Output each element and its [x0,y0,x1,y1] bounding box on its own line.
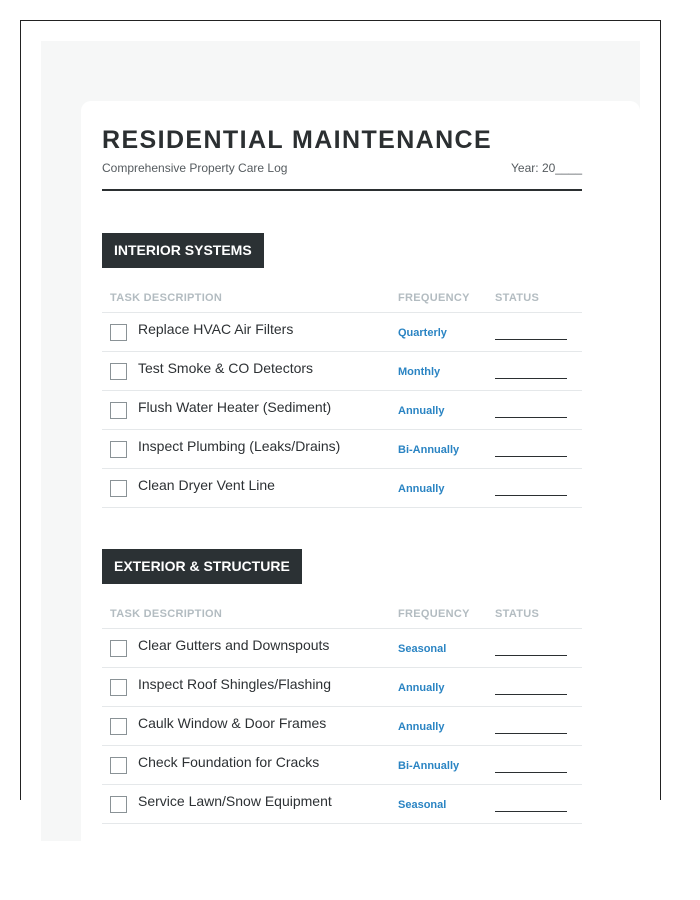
task-checkbox[interactable] [110,324,127,341]
table-row [102,629,582,668]
task-checkbox[interactable] [110,640,127,657]
document-content [102,125,582,824]
status-blank[interactable] [495,680,567,695]
task-description: Check Foundation for Cracks [138,754,320,770]
task-frequency: Quarterly [398,327,447,339]
task-frequency: Annually [398,721,445,733]
task-checkbox[interactable] [110,363,127,380]
task-description: Service Lawn/Snow Equipment [138,793,332,809]
task-description: Clear Gutters and Downspouts [138,637,330,653]
task-frequency: Annually [398,682,445,694]
table-row [102,391,582,430]
task-checkbox[interactable] [110,718,127,735]
task-checkbox[interactable] [110,796,127,813]
table-row [102,707,582,746]
column-header-status: STATUS [487,290,582,313]
status-blank[interactable] [495,719,567,734]
table-row [102,469,582,508]
status-blank[interactable] [495,481,567,496]
status-blank[interactable] [495,325,567,340]
task-checkbox[interactable] [110,441,127,458]
task-description: Inspect Roof Shingles/Flashing [138,676,331,692]
task-checkbox[interactable] [110,757,127,774]
document-subtitle: Comprehensive Property Care Log [102,161,288,175]
year-field[interactable]: Year: 20____ [511,161,582,175]
table-row [102,746,582,785]
status-blank[interactable] [495,797,567,812]
task-description: Caulk Window & Door Frames [138,715,327,731]
task-frequency: Bi-Annually [398,444,460,456]
section-heading-exterior: EXTERIOR & STRUCTURE [102,549,302,584]
status-blank[interactable] [495,442,567,457]
task-frequency: Annually [398,405,445,417]
status-blank[interactable] [495,758,567,773]
task-frequency: Monthly [398,366,441,378]
column-header-frequency: FREQUENCY [390,290,487,313]
interior-task-table [102,290,582,508]
table-row [102,668,582,707]
status-blank[interactable] [495,641,567,656]
table-row [102,313,582,352]
subtitle-row [102,161,582,191]
task-frequency: Bi-Annually [398,760,460,772]
task-description: Test Smoke & CO Detectors [138,360,314,376]
table-header-row [102,290,582,313]
task-frequency: Seasonal [398,643,447,655]
task-frequency: Seasonal [398,799,447,811]
page-frame [20,20,661,811]
task-checkbox[interactable] [110,480,127,497]
task-description: Inspect Plumbing (Leaks/Drains) [138,438,341,454]
table-row [102,430,582,469]
task-description: Flush Water Heater (Sediment) [138,399,332,415]
column-header-status: STATUS [487,606,582,629]
section-heading-interior: INTERIOR SYSTEMS [102,233,264,268]
table-row [102,785,582,824]
column-header-task: TASK DESCRIPTION [102,606,390,629]
status-blank[interactable] [495,403,567,418]
status-blank[interactable] [495,364,567,379]
task-checkbox[interactable] [110,402,127,419]
exterior-task-table [102,606,582,824]
table-header-row [102,606,582,629]
document-title: RESIDENTIAL MAINTENANCE [102,126,493,154]
task-description: Replace HVAC Air Filters [138,321,294,337]
task-description: Clean Dryer Vent Line [138,477,275,493]
task-frequency: Annually [398,483,445,495]
task-checkbox[interactable] [110,679,127,696]
table-row [102,352,582,391]
column-header-task: TASK DESCRIPTION [102,290,390,313]
column-header-frequency: FREQUENCY [390,606,487,629]
